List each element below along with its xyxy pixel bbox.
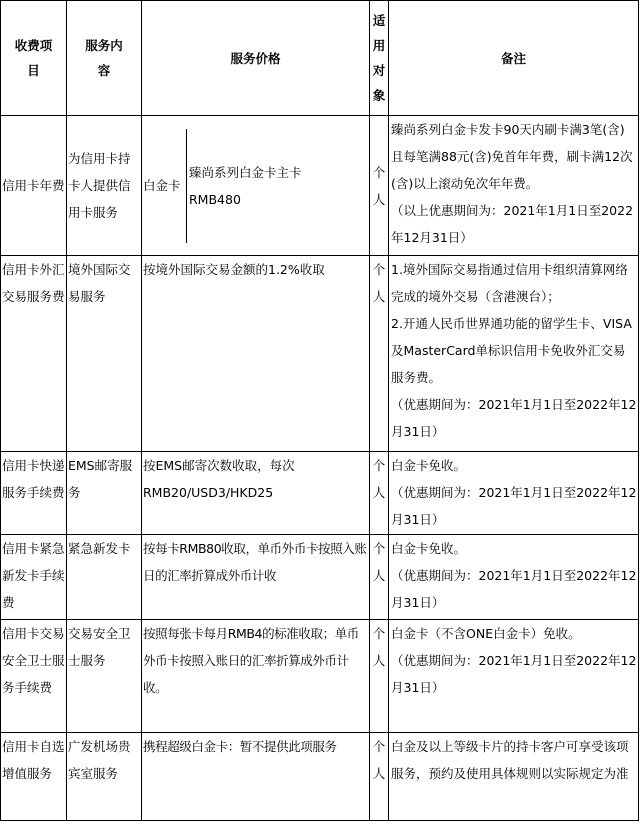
remark-line: 白金及以上等级卡片的持卡客户可享受该项服务，预约及使用具体规则以实际规定为准	[391, 739, 629, 781]
row-item: 信用卡快递服务手续费	[1, 452, 67, 535]
row-item: 信用卡交易安全卫士服务手续费	[1, 620, 67, 733]
table-row	[1, 620, 639, 733]
row-service: 交易安全卫士服务	[67, 620, 142, 733]
row-price: 按照每张卡每月RMB4的标准收取；单币外币卡按照入账日的汇率折算成外币计收。	[142, 620, 370, 733]
remark-line: 白金卡免收。	[391, 458, 467, 473]
remark-line: （以上优惠期间为：2021年1月1日至2022年12月31日）	[391, 203, 634, 245]
header-service: 服务内容	[67, 1, 142, 116]
row-price: 按境外国际交易金额的1.2%收取	[142, 256, 370, 452]
row-service: 境外国际交易服务	[67, 256, 142, 452]
row-service: 为信用卡持卡人提供信用卡服务	[67, 116, 142, 256]
row-item: 信用卡自选增值服务	[1, 733, 67, 821]
price-line: 臻尚系列白金卡主卡	[189, 164, 302, 180]
row-price: 携程超级白金卡：暂不提供此项服务	[142, 733, 370, 821]
row-service: 广发机场贵宾室服务	[67, 733, 142, 821]
row-target: 个人	[370, 535, 389, 620]
table-row	[1, 535, 639, 620]
remark-line: 白金卡（不含ONE白金卡）免收。	[391, 626, 581, 641]
table-row	[1, 733, 639, 821]
row-item: 信用卡外汇交易服务费	[1, 256, 67, 452]
table-row	[1, 452, 639, 535]
row-target: 个人	[370, 620, 389, 733]
header-row	[1, 1, 639, 116]
price-line: 按EMS邮寄次数收取，每次	[143, 458, 295, 473]
row-price	[142, 116, 370, 256]
row-price: 按每卡RMB80收取，单币外币卡按照入账日的汇率折算成外币计收	[142, 535, 370, 620]
remark-line: 白金卡免收。	[391, 541, 467, 556]
header-price: 服务价格	[142, 1, 370, 116]
row-remark	[389, 620, 639, 733]
header-target: 适用对象	[370, 1, 389, 116]
remark-line: （优惠期间为：2021年1月1日至2022年12月31日）	[391, 485, 637, 527]
row-target: 个人	[370, 256, 389, 452]
remark-line: （优惠期间为：2021年1月1日至2022年12月31日）	[391, 397, 637, 439]
remark-line: （优惠期间为：2021年1月1日至2022年12月31日）	[391, 653, 637, 695]
row-target: 个人	[370, 452, 389, 535]
row-service: 紧急新发卡	[67, 535, 142, 620]
row-item: 信用卡紧急新发卡手续费	[1, 535, 67, 620]
row-price	[142, 452, 370, 535]
table-row	[1, 116, 639, 256]
row-remark	[389, 452, 639, 535]
remark-line: 1.境外国际交易指通过信用卡组织清算网络完成的境外交易（含港澳台）；	[391, 262, 628, 304]
remark-line: 臻尚系列白金卡发卡90天内刷卡满3笔(含)且每笔满88元(含)免首年年费，刷卡满12次(含)以上滚动免次年年费。	[391, 122, 633, 191]
remark-line: 2.开通人民币世界通功能的留学生卡、VISA及MasterCard单标识信用卡免收外汇交易服务费。	[391, 316, 632, 385]
price-line: RMB480	[189, 191, 241, 207]
header-item: 收费项目	[1, 1, 67, 116]
row-remark	[389, 256, 639, 452]
header-remark: 备注	[389, 1, 639, 116]
row-remark	[389, 535, 639, 620]
remark-line: （优惠期间为：2021年1月1日至2022年12月31日）	[391, 568, 637, 610]
table-row	[1, 256, 639, 452]
row-service: EMS邮寄服务	[67, 452, 142, 535]
row-remark	[389, 733, 639, 821]
price-card-type: 白金卡	[142, 129, 187, 243]
row-remark	[389, 116, 639, 256]
row-target: 个人	[370, 733, 389, 821]
row-target: 个人	[370, 116, 389, 256]
price-line: RMB20/USD3/HKD25	[143, 485, 274, 500]
row-item: 信用卡年费	[1, 116, 67, 256]
